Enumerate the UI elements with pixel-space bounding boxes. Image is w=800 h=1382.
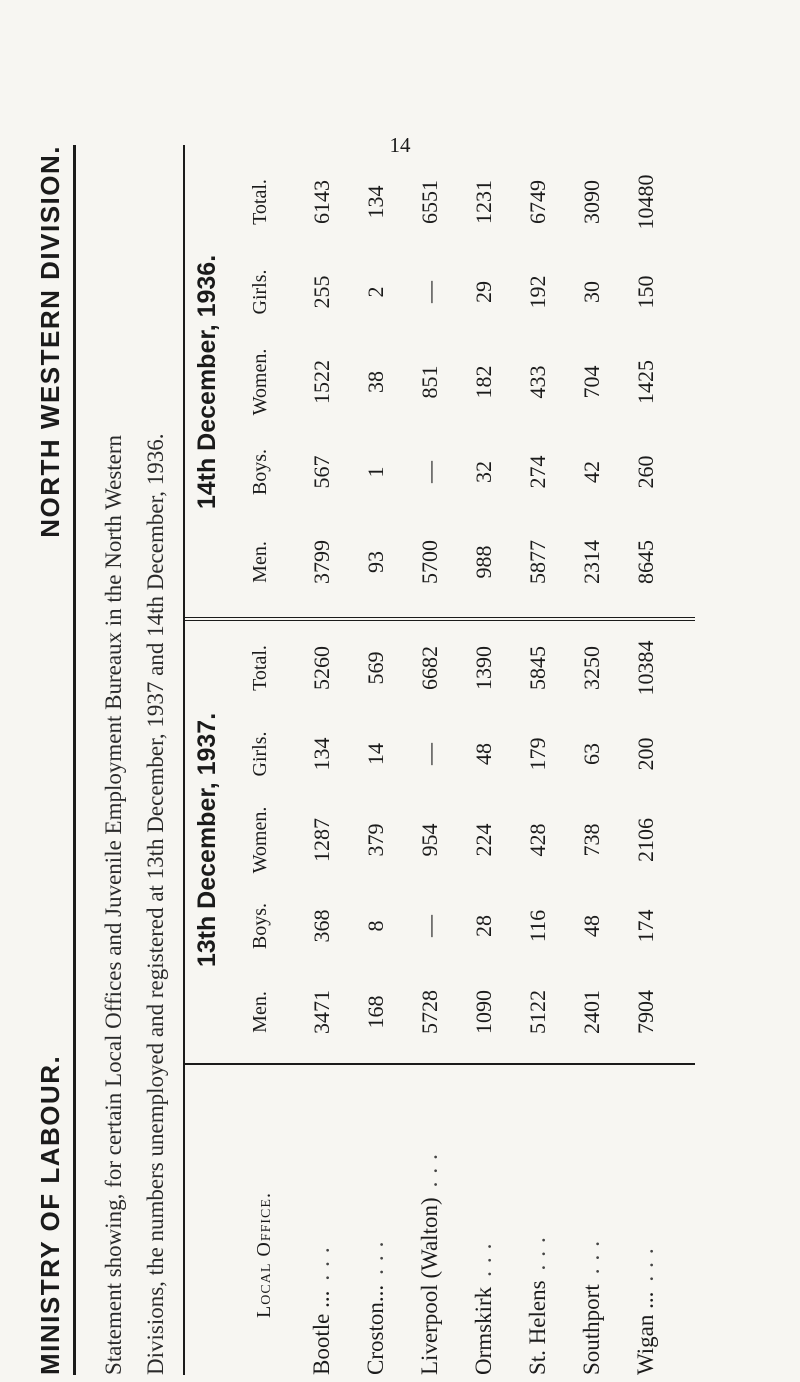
- office-column: [185, 1075, 705, 1375]
- subtitle-line-2: Divisions, the numbers unemployed and registered at 13th December, 1937 and 14th December, 1936.: [143, 433, 168, 1375]
- cell-men: 988: [471, 545, 496, 579]
- leader-dots: ...: [471, 1235, 496, 1277]
- leader-dots: ...: [309, 1239, 334, 1281]
- cell-women: 38: [363, 371, 388, 393]
- cell-men: 1090: [471, 990, 496, 1034]
- cell-total: 1231: [471, 180, 496, 224]
- cell-girls: 134: [309, 737, 334, 771]
- cell-men: 3471: [309, 990, 334, 1034]
- cell-total: 3250: [579, 646, 604, 690]
- cell-total: 6551: [417, 180, 442, 224]
- heading-ministry: MINISTRY OF LABOUR.: [35, 1054, 65, 1375]
- office-name: Southport: [579, 1284, 604, 1375]
- cell-women: 738: [579, 823, 604, 857]
- group-divider: [185, 617, 695, 621]
- office-column-header: Local Office.: [253, 1192, 275, 1318]
- cell-girls: 192: [525, 275, 550, 309]
- cell-girls: 30: [579, 281, 604, 303]
- cell-total: 569: [363, 651, 388, 685]
- table-row: [619, 625, 673, 1055]
- cell-women: 1287: [309, 818, 334, 862]
- statement-subtitle: [93, 145, 177, 1375]
- cell-girls: 48: [471, 743, 496, 765]
- cell-girls: 14: [363, 743, 388, 765]
- cell-total: 134: [363, 185, 388, 219]
- column-divider: [185, 1063, 695, 1065]
- cell-boys: 1: [363, 466, 388, 478]
- col-header-boys: Boys.: [249, 902, 271, 950]
- group-1936-rows: [295, 157, 673, 607]
- cell-boys: 32: [471, 461, 496, 483]
- cell-women: 428: [525, 823, 550, 857]
- col-header-girls: Girls.: [249, 269, 271, 315]
- cell-girls: 200: [633, 737, 658, 771]
- col-header-men: Men.: [249, 991, 271, 1033]
- office-row: [403, 1075, 457, 1375]
- office-name: Ormskirk: [471, 1286, 496, 1375]
- table-row: [295, 157, 349, 607]
- group-1937-column-headers: [249, 625, 272, 1055]
- leader-dots: ...: [363, 1233, 388, 1275]
- cell-total: 10384: [633, 640, 658, 696]
- cell-girls: —: [417, 281, 442, 303]
- col-header-men: Men.: [249, 541, 271, 583]
- rotated-page-content: [35, 145, 755, 1375]
- office-list: [295, 1075, 673, 1375]
- leader-dots: ...: [417, 1146, 442, 1188]
- table-row: [457, 157, 511, 607]
- office-row: [565, 1075, 619, 1375]
- cell-total: 10480: [633, 174, 658, 230]
- office-name: Bootle ...: [309, 1290, 334, 1375]
- cell-men: 3799: [309, 540, 334, 584]
- cell-boys: —: [417, 915, 442, 937]
- cell-men: 5122: [525, 990, 550, 1034]
- cell-total: 6749: [525, 180, 550, 224]
- cell-girls: 255: [309, 275, 334, 309]
- cell-men: 5700: [417, 540, 442, 584]
- cell-boys: 174: [633, 909, 658, 943]
- cell-women: 182: [471, 365, 496, 399]
- table-row: [511, 157, 565, 607]
- unemployment-table: [185, 145, 705, 1375]
- cell-total: 6682: [417, 646, 442, 690]
- table-row: [403, 625, 457, 1055]
- col-header-women: Women.: [249, 348, 271, 416]
- leader-dots: ...: [579, 1233, 604, 1275]
- table-row: [511, 625, 565, 1055]
- table-row: [349, 625, 403, 1055]
- cell-men: 2401: [579, 990, 604, 1034]
- col-header-boys: Boys.: [249, 448, 271, 496]
- table-row: [565, 157, 619, 607]
- office-row: [349, 1075, 403, 1375]
- col-header-total: Total.: [249, 645, 271, 691]
- table-row: [295, 625, 349, 1055]
- table-row: [565, 625, 619, 1055]
- group-1937: [185, 625, 705, 1055]
- cell-total: 3090: [579, 180, 604, 224]
- cell-boys: 28: [471, 915, 496, 937]
- leader-dots: ...: [633, 1240, 658, 1282]
- cell-men: 93: [363, 551, 388, 573]
- cell-women: 224: [471, 823, 496, 857]
- group-1936: [185, 157, 705, 607]
- office-name: Croston...: [363, 1284, 388, 1375]
- cell-total: 5845: [525, 646, 550, 690]
- cell-men: 8645: [633, 540, 658, 584]
- leader-dots: ...: [525, 1229, 550, 1271]
- cell-women: 433: [525, 365, 550, 399]
- table-row: [619, 157, 673, 607]
- cell-boys: 274: [525, 455, 550, 489]
- cell-girls: 150: [633, 275, 658, 309]
- cell-boys: 368: [309, 909, 334, 943]
- group-1936-title: 14th December, 1936.: [193, 254, 221, 510]
- cell-girls: 63: [579, 743, 604, 765]
- cell-men: 7904: [633, 990, 658, 1034]
- cell-boys: 42: [579, 461, 604, 483]
- office-name: Liverpool (Walton): [417, 1197, 442, 1375]
- cell-boys: 260: [633, 455, 658, 489]
- cell-boys: 48: [579, 915, 604, 937]
- cell-women: 379: [363, 823, 388, 857]
- col-header-women: Women.: [249, 806, 271, 874]
- cell-women: 851: [417, 365, 442, 399]
- group-1937-title: 13th December, 1937.: [193, 712, 221, 968]
- cell-total: 6143: [309, 180, 334, 224]
- group-1937-rows: [295, 625, 673, 1055]
- office-row: [295, 1075, 349, 1375]
- cell-men: 5728: [417, 990, 442, 1034]
- cell-men: 5877: [525, 540, 550, 584]
- cell-boys: —: [417, 461, 442, 483]
- cell-women: 954: [417, 823, 442, 857]
- heading-rule: [73, 145, 76, 1375]
- cell-boys: 116: [525, 909, 550, 943]
- cell-total: 1390: [471, 646, 496, 690]
- office-row: [511, 1075, 565, 1375]
- cell-women: 704: [579, 365, 604, 399]
- cell-women: 2106: [633, 818, 658, 862]
- office-row: [619, 1075, 673, 1375]
- cell-girls: 29: [471, 281, 496, 303]
- cell-total: 5260: [309, 646, 334, 690]
- col-header-total: Total.: [249, 179, 271, 225]
- cell-women: 1425: [633, 360, 658, 404]
- cell-men: 168: [363, 995, 388, 1029]
- table-row: [403, 157, 457, 607]
- office-row: [457, 1075, 511, 1375]
- heading-division: NORTH WESTERN DIVISION.: [35, 145, 65, 538]
- cell-girls: —: [417, 743, 442, 765]
- cell-boys: 8: [363, 920, 388, 932]
- cell-girls: 2: [363, 286, 388, 298]
- cell-boys: 567: [309, 455, 334, 489]
- page-number: 14: [389, 133, 411, 157]
- table-row: [457, 625, 511, 1055]
- table-row: [349, 157, 403, 607]
- cell-men: 2314: [579, 540, 604, 584]
- office-name: St. Helens: [525, 1280, 550, 1375]
- col-header-girls: Girls.: [249, 731, 271, 777]
- group-1936-column-headers: [249, 157, 272, 607]
- subtitle-line-1: Statement showing, for certain Local Offices and Juvenile Employment Bureaux in the North Western: [101, 434, 126, 1375]
- cell-girls: 179: [525, 737, 550, 771]
- office-name: Wigan ...: [633, 1291, 658, 1375]
- cell-women: 1522: [309, 360, 334, 404]
- page-heading: [35, 145, 69, 1375]
